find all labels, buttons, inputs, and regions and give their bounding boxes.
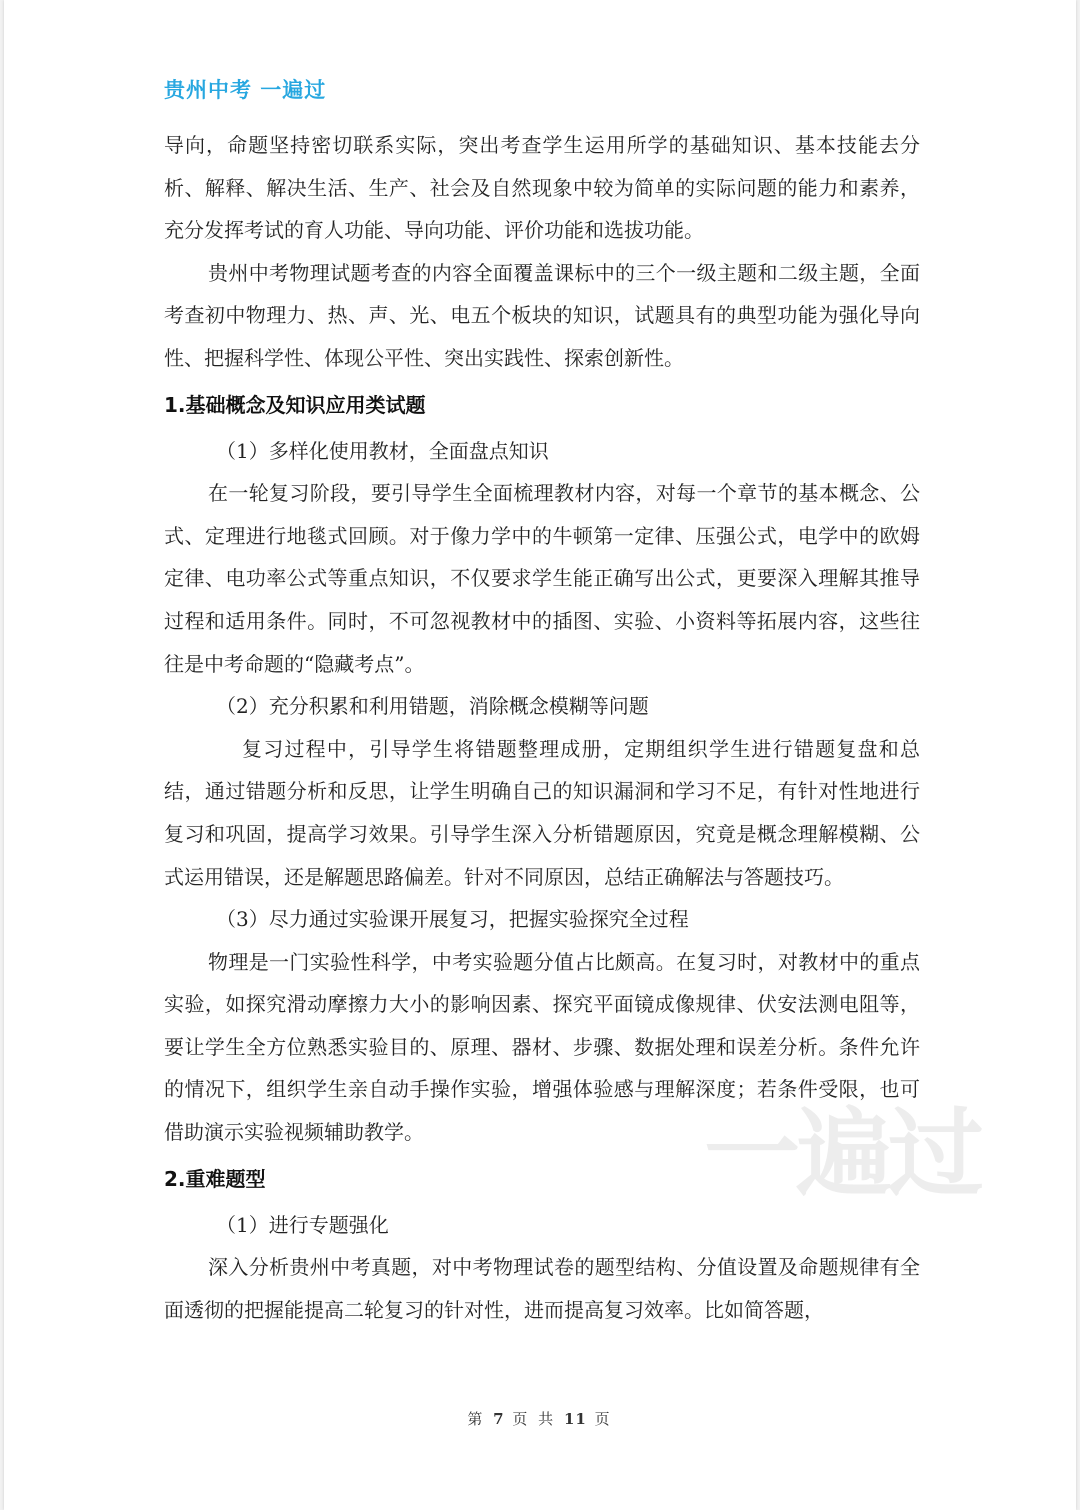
footer-label: 页: [594, 1410, 613, 1428]
subsection-title: （3）尽力通过实验课开展复习，把握实验探究全过程: [216, 907, 689, 932]
section-heading: 1.基础概念及知识应用类试题: [164, 392, 426, 417]
page-content: [164, 124, 920, 1331]
footer-label: 页 共: [512, 1410, 557, 1428]
footer-label: 第: [467, 1410, 486, 1428]
page-footer: [4, 1408, 1076, 1429]
document-page: [4, 0, 1076, 1510]
page-total: 11: [563, 1410, 587, 1428]
subsection-title: （2）充分积累和利用错题，消除概念模糊等问题: [216, 694, 649, 719]
paragraph: 贵州中考物理试题考查的内容全面覆盖课标中的三个一级主题和二级主题，全面考查初中物理力、热、声、光、电五个板块的知识，试题具有的典型功能为强化导向性、把握科学性、体现公平性、突出实践性、探索创新性。: [164, 260, 920, 370]
page-current: 7: [493, 1410, 505, 1428]
paragraph: 物理是一门实验性科学，中考实验题分值占比颇高。在复习时，对教材中的重点实验，如探究滑动摩擦力大小的影响因素、探究平面镜成像规律、伏安法测电阻等，要让学生全方位熟悉实验目的、原理、器材、步骤、数据处理和误差分析。条件允许的情况下，组织学生亲自动手操作实验，增强体验感与理解深度；若条件受限，也可借助演示实验视频辅助教学。: [164, 949, 920, 1145]
header-brand: 贵州中考 一遍过: [164, 78, 327, 102]
section-heading: 2.重难题型: [164, 1166, 266, 1191]
watermark: 一遍过: [704, 1098, 980, 1210]
paragraph: 在一轮复习阶段，要引导学生全面梳理教材内容，对每一个章节的基本概念、公式、定理进行地毯式回顾。对于像力学中的牛顿第一定律、压强公式，电学中的欧姆定律、电功率公式等重点知识，不仅要求学生能正确写出公式，更要深入理解其推导过程和适用条件。同时，不可忽视教材中的插图、实验、小资料等拓展内容，这些往往是中考命题的“隐藏考点”。: [164, 481, 920, 676]
subsection-title: （1）多样化使用教材，全面盘点知识: [216, 438, 549, 463]
subsection-title: （1）进行专题强化: [216, 1212, 389, 1237]
paragraph: 复习过程中，引导学生将错题整理成册，定期组织学生进行错题复盘和总结，通过错题分析和反思，让学生明确自己的知识漏洞和学习不足，有针对性地进行复习和巩固，提高学习效果。引导学生深入分析错题原因，究竟是概念理解模糊、公式运用错误，还是解题思路偏差。针对不同原因，总结正确解法与答题技巧。: [164, 736, 920, 889]
paragraph: 导向，命题坚持密切联系实际，突出考查学生运用所学的基础知识、基本技能去分析、解释、解决生活、生产、社会及自然现象中较为简单的实际问题的能力和素养，充分发挥考试的育人功能、导向功能、评价功能和选拔功能。: [164, 133, 920, 243]
paragraph: 深入分析贵州中考真题，对中考物理试卷的题型结构、分值设置及命题规律有全面透彻的把握能提高二轮复习的针对性，进而提高复习效率。比如简答题，: [164, 1255, 920, 1322]
